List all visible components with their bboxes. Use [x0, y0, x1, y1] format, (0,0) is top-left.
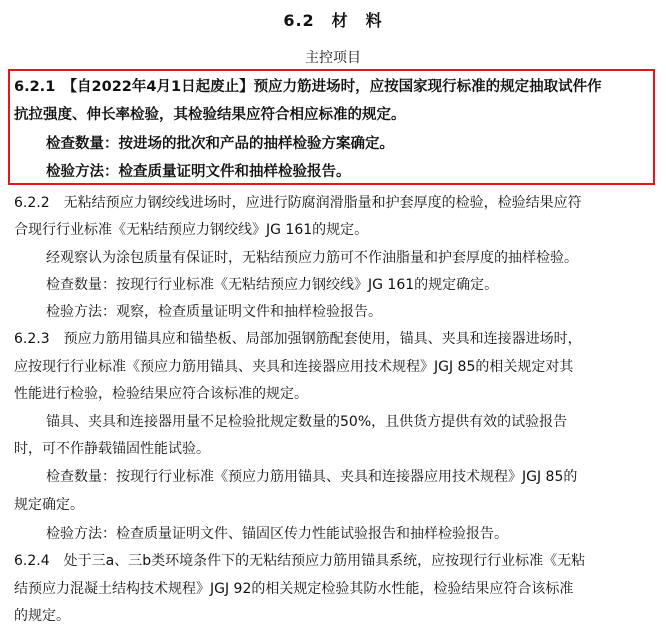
clause-6-2-3-line-1: 6.2.3 预应力筋用锚具应和锚垫板、局部加强钢筋配套使用，锚具、夹具和连接器进场时， [14, 331, 582, 347]
subsection-heading: 主控项目 [305, 50, 361, 66]
clause-6-2-3-inspection-quantity-cont: 规定确定。 [14, 497, 84, 513]
clause-6-2-4-line-3: 的规定。 [14, 608, 70, 624]
clause-6-2-1-inspection-quantity: 检查数量：按进场的批次和产品的抽样检验方案确定。 [46, 136, 394, 152]
clause-6-2-3-inspection-method: 检验方法：检查质量证明文件、锚固区传力性能试验报告和抽样检验报告。 [46, 526, 508, 542]
clause-6-2-3-note-line-1: 锚具、夹具和连接器用量不足检验批规定数量的50%，且供货方提供有效的试验报告 [46, 414, 568, 430]
clause-6-2-4-line-2: 结预应力混凝土结构技术规程》JGJ 92的相关规定检验其防水性能，检验结果应符合该标准 [14, 581, 574, 597]
clause-6-2-1-line-2: 抗拉强度、伸长率检验，其检验结果应符合相应标准的规定。 [14, 107, 406, 123]
clause-6-2-3-line-2: 应按现行行业标准《预应力筋用锚具、夹具和连接器应用技术规程》JGJ 85的相关规定对其 [14, 359, 574, 375]
clause-6-2-1-line-1: 6.2.1 【自2022年4月1日起废止】预应力筋进场时，应按国家现行标准的规定抽取试件作 [14, 79, 602, 95]
clause-6-2-2-inspection-method: 检验方法：观察，检查质量证明文件和抽样检验报告。 [46, 304, 382, 320]
clause-6-2-3-note-line-2: 时，可不作静载锚固性能试验。 [14, 441, 210, 457]
clause-6-2-4-line-1: 6.2.4 处于三a、三b类环境条件下的无粘结预应力筋用锚具系统，应按现行行业标准《无粘 [14, 553, 586, 569]
clause-6-2-2-note: 经观察认为涂包质量有保证时，无粘结预应力筋可不作油脂量和护套厚度的抽样检验。 [46, 250, 578, 266]
clause-6-2-3-line-3: 性能进行检验，检验结果应符合该标准的规定。 [14, 386, 308, 402]
clause-6-2-2-inspection-quantity: 检查数量：按现行行业标准《无粘结预应力钢绞线》JG 161的规定确定。 [46, 277, 499, 293]
section-title: 6.2 材 料 [283, 11, 383, 30]
clause-6-2-2-line-2: 合现行行业标准《无粘结预应力钢绞线》JG 161的规定。 [14, 222, 369, 238]
clause-6-2-3-inspection-quantity: 检查数量：按现行行业标准《预应力筋用锚具、夹具和连接器应用技术规程》JGJ 85的 [46, 469, 578, 485]
clause-6-2-2-line-1: 6.2.2 无粘结预应力钢绞线进场时，应进行防腐润滑脂量和护套厚度的检验，检验结果应符 [14, 195, 582, 211]
clause-6-2-1-inspection-method: 检验方法：检查质量证明文件和抽样检验报告。 [46, 164, 351, 180]
